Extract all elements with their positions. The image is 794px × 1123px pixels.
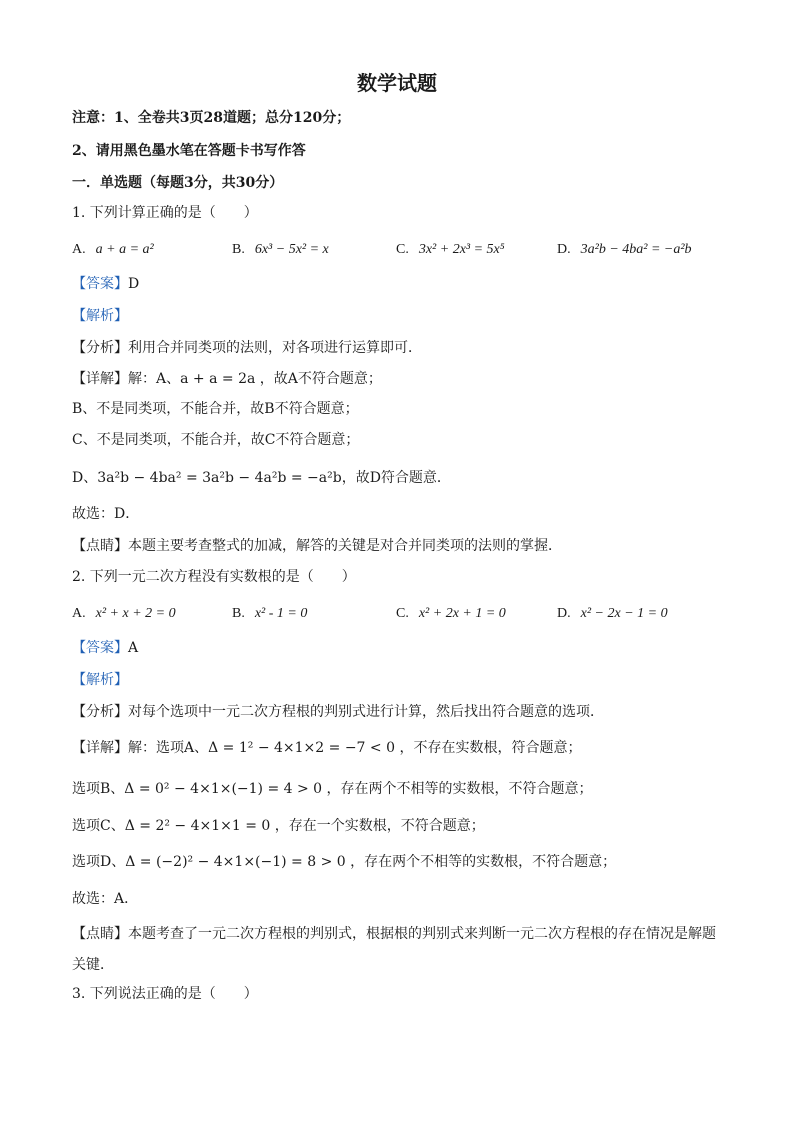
- fenxi-text: 对每个选项中一元二次方程根的判别式进行计算，然后找出符合题意的选项．: [128, 704, 604, 720]
- option-label: D.: [557, 242, 571, 257]
- option-label: B.: [232, 242, 245, 257]
- fenxi-tag: 【分析】: [72, 340, 128, 356]
- q1-xiangjie: [72, 369, 382, 389]
- answer-value: A: [128, 640, 139, 656]
- dianjing-text: 本题主要考查整式的加减，解答的关键是对合并同类项的法则的掌握．: [128, 538, 562, 554]
- q2-option-a: [72, 603, 176, 624]
- q1-option-c: [396, 239, 505, 260]
- analysis-tag: 【解析】: [72, 672, 128, 688]
- answer-tag: 【答案】: [72, 276, 128, 292]
- q1-answer: [72, 274, 139, 294]
- option-label: D.: [557, 606, 571, 621]
- q1-line-b: B、不是同类项，不能合并，故B不符合题意；: [72, 401, 359, 417]
- question-1-stem: 1. 下列计算正确的是（ ）: [72, 205, 258, 221]
- q2-line-b: 选项B、Δ = 0² − 4×1×(−1) = 4 > 0 ，存在两个不相等的实数根，不符合题意；: [72, 781, 593, 797]
- option-text: x² - 1 = 0: [254, 606, 308, 621]
- dianjing-tag: 【点睛】: [72, 926, 128, 942]
- question-3-stem: 3. 下列说法正确的是（ ）: [72, 986, 258, 1002]
- dianjing-tag: 【点睛】: [72, 538, 128, 554]
- xiangjie-tag: 【详解】: [72, 371, 128, 387]
- q2-answer: [72, 638, 138, 658]
- q1-option-a: [72, 239, 154, 260]
- option-label: C.: [396, 242, 409, 257]
- xiangjie-tag: 【详解】: [72, 740, 128, 756]
- page-title: 数学试题: [357, 71, 437, 95]
- answer-value: D: [128, 276, 140, 292]
- q2-line-c: 选项C、Δ = 2² − 4×1×1 = 0 ，存在一个实数根，不符合题意；: [72, 818, 485, 834]
- question-2-stem: 2. 下列一元二次方程没有实数根的是（ ）: [72, 569, 356, 585]
- q1-line-d: D、3a²b − 4ba² = 3a²b − 4a²b = −a²b，故D符合题意．: [72, 470, 451, 486]
- xiangjie-text: 解：A、a + a = 2a ，故A不符合题意；: [128, 371, 382, 387]
- option-text: x² + x + 2 = 0: [95, 606, 176, 621]
- q1-choice: 故选：D．: [72, 506, 140, 522]
- q2-choice: 故选：A．: [72, 891, 139, 907]
- option-text: 3a²b − 4ba² = −a²b: [580, 242, 692, 257]
- option-label: A.: [72, 242, 86, 257]
- option-text: x² − 2x − 1 = 0: [580, 606, 668, 621]
- section-heading: 一．单选题（每题3分，共30分）: [72, 175, 284, 191]
- analysis-tag: 【解析】: [72, 308, 128, 324]
- notice-line-2: 2、请用黑色墨水笔在答题卡书写作答: [72, 143, 306, 159]
- q1-option-b: [232, 239, 329, 260]
- q2-dianjing: [72, 919, 722, 981]
- notice-line-1: 注意：1、全卷共3页28道题；总分120分；: [72, 110, 351, 126]
- q2-analysis-tag: [72, 670, 128, 690]
- answer-tag: 【答案】: [72, 640, 128, 656]
- q1-dianjing: [72, 536, 562, 556]
- fenxi-text: 利用合并同类项的法则，对各项进行运算即可．: [128, 340, 422, 356]
- q1-line-c: C、不是同类项，不能合并，故C不符合题意；: [72, 432, 360, 448]
- q1-option-d: [557, 239, 692, 260]
- option-label: A.: [72, 606, 86, 621]
- option-text: x² + 2x + 1 = 0: [418, 606, 506, 621]
- q1-fenxi: [72, 338, 422, 358]
- q2-xiangjie: [72, 738, 581, 758]
- option-text: a + a = a²: [95, 242, 154, 257]
- dianjing-text: 本题考查了一元二次方程根的判别式，根据根的判别式来判断一元二次方程根的存在情况是解题关键．: [72, 926, 716, 973]
- q2-fenxi: [72, 702, 604, 722]
- q2-line-d: 选项D、Δ = (−2)² − 4×1×(−1) = 8 > 0 ，存在两个不相等的实数根，不符合题意；: [72, 854, 617, 870]
- fenxi-tag: 【分析】: [72, 704, 128, 720]
- option-text: 6x³ − 5x² = x: [254, 242, 329, 257]
- option-label: C.: [396, 606, 409, 621]
- q2-option-b: [232, 603, 307, 624]
- option-text: 3x² + 2x³ = 5x⁵: [418, 242, 505, 257]
- q1-analysis-tag: [72, 306, 128, 326]
- option-label: B.: [232, 606, 245, 621]
- xiangjie-text: 解：选项A、Δ = 1² − 4×1×2 = −7 < 0 ，不存在实数根，符合题意；: [128, 740, 582, 756]
- q2-option-c: [396, 603, 506, 624]
- q2-option-d: [557, 603, 668, 624]
